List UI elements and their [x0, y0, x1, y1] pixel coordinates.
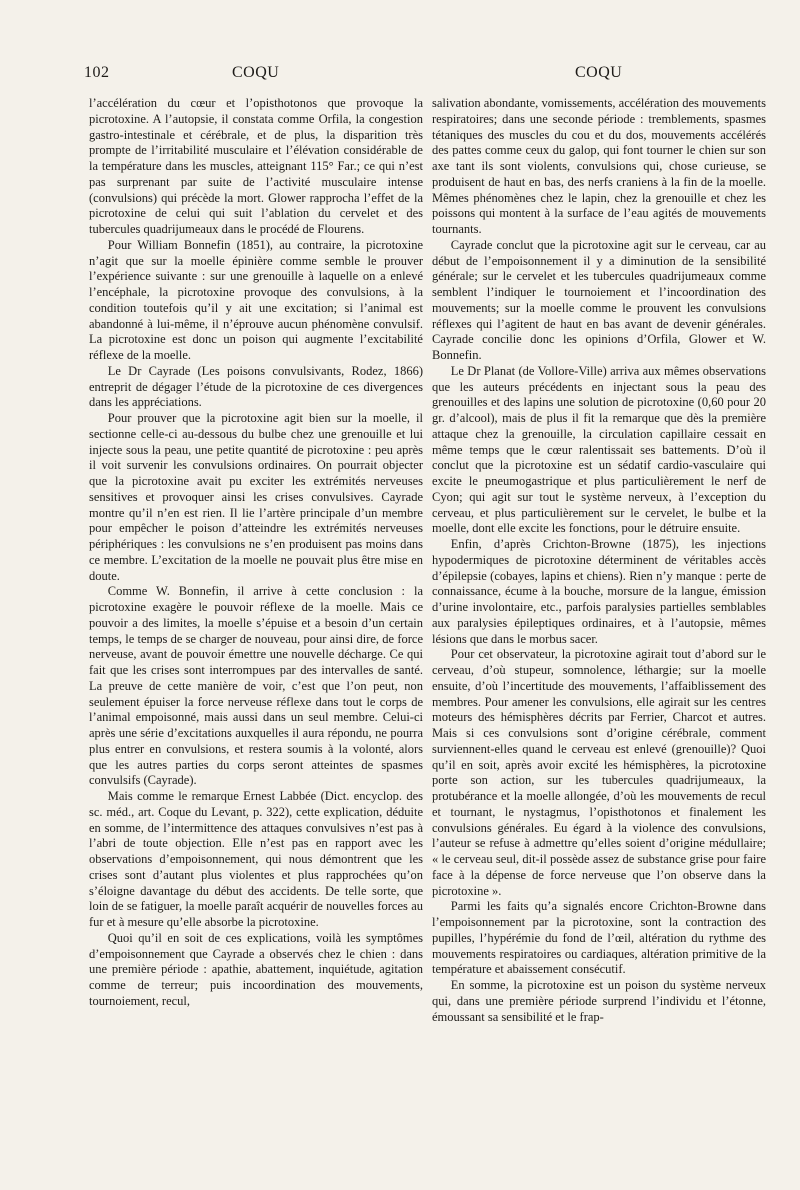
running-head-right: COQU [575, 64, 623, 81]
paragraph: Mais comme le remarque Ernest Labbée (Dict. encyclop. des sc. méd., art. Coque du Levant, p. 322), cette explication, déduite en somme, de l’intermittence des attaques convulsives n’est pas à l’abri de toute objection. Elle n’est pas en rapport avec les observations d’empoisonnement, qui nous démontrent que les crises sont d’autant plus violentes et plus rapprochées qu’on s’éloigne davantage du début des accidents. De telle sorte, que loin de se fatiguer, la moelle paraît acquérir de nouvelles forces au fur et à mesure qu’elle absorbe la picrotoxine. [89, 789, 423, 929]
paragraph: l’accélération du cœur et l’opisthotonos que provoque la picrotoxine. A l’autopsie, il constata comme Orfila, la congestion gastro-intestinale et cérébrale, et de plus, la disparition très prompte de l’irritabilité musculaire et l’élévation considérable de la température dans les muscles, atteignant 115° Far.; ce qui n’est pas surprenant par suite de l’activité musculaire intense (convulsions) qui précède la mort. Glower rapprocha l’effet de la picrotoxine de celui qui suit l’ablation du cervelet et des tubercules quadrijumeaux dans le procédé de Flourens. [89, 96, 423, 236]
paragraph: salivation abondante, vomissements, accélération des mouvements respiratoires; dans une seconde période : tremblements, spasmes tétaniques des muscles du cou et du dos, mouvements accélérés des pattes comme ceux du galop, qui font tourner le chien sur son axe tant ils sont violents, convulsions qui, chose curieuse, se produisent de haut en bas, des nerfs craniens à la fin de la moelle. Mêmes phénomènes chez le lapin, chez la grenouille et chez les poissons qui montent à la surface de l’eau agités de mouvements tournants. [432, 96, 766, 236]
paragraph: Pour cet observateur, la picrotoxine agirait tout d’abord sur le cerveau, d’où stupeur, somnolence, léthargie; sur la moelle ensuite, d’où l’incertitude des mouvements, l’affaiblissement des membres. Pour amener les convulsions, elle agirait sur les centres moteurs des hémisphères décrits par Ferrier, Charcot et autres. Mais si ces convulsions sont d’origine cérébrale, comment surviennent-elles quand le cerveau est enlevé (grenouille)? Quoi qu’il en soit, après avoir excité les hémisphères, la picrotoxine porte son action, sur les tubercules quadrijumeaux, la protubérance et la moelle allongée, d’où les mouvements de recul et tournant, le nystagmus, l’opisthotonos et finalement les convulsions générales. Eu égard à la violence des convulsions, l’auteur se refuse à admettre qu’elles soient d’origine médullaire; « le cerveau seul, dit-il possède assez de substance grise pour faire face à la dépense de force nerveuse que l’on observe dans la picrotoxine ». [432, 647, 766, 898]
paragraph: Pour prouver que la picrotoxine agit bien sur la moelle, il sectionne celle-ci au-dessous du bulbe chez une grenouille et lui injecte sous la peau, une petite quantité de picrotoxine : peu après il voit survenir les convulsions ordinaires. On pourrait objecter que la picrotoxine avait pu exciter les extrémités nerveuses sensitives et provoquer ainsi les crises convulsives. Cayrade montre qu’il n’en est rien. Il lie l’artère principale d’un membre pour empêcher le poison d’atteindre les extrémités nerveuses périphériques : les convulsions ne s’en produisent pas moins dans ce membre. L’excitation de la moelle ne pouvait plus être mise en doute. [89, 411, 423, 583]
page-header [0, 64, 800, 88]
paragraph: Enfin, d’après Crichton-Browne (1875), les injections hypodermiques de picrotoxine déterminent de véritables accès d’épilepsie (cobayes, lapins et chiens). Rien n’y manque : perte de connaissance, écume à la bouche, morsure de la langue, émission d’urine involontaire, etc., parfois paralysies partielles semblables aux paralysies épileptiques ordinaires, et à l’autopsie, mêmes lésions que dans le morbus sacer. [432, 537, 766, 646]
paragraph: Le Dr Planat (de Vollore-Ville) arriva aux mêmes observations que les auteurs précédents en injectant sous la peau des grenouilles et des lapins une solution de picrotoxine (0,60 pour 20 gr. d’alcool), mais de plus il fit la remarque que dès la première attaque chez la grenouille, la circulation capillaire cessait en même temps que le cœur ralentissait ses battements. D’où il conclut que la picrotoxine est un sédatif cardio-vasculaire qui excite le pneumogastrique et plus particulièrement le nerf de Cyon; qui agit sur tout le système nerveux, à l’exception du cerveau, et plus particulièrement sur le cervelet, le bulbe et la moelle, dont elle excite les fonctions, pour le détruire ensuite. [432, 363, 766, 536]
paragraph: En somme, la picrotoxine est un poison du système nerveux qui, dans une première période surprend l’individu et l’étonne, émoussant sa sensibilité et le frap- [432, 978, 766, 1024]
running-head-left: COQU [232, 64, 280, 81]
paragraph: Pour William Bonnefin (1851), au contraire, la picrotoxine n’agit que sur la moelle épinière comme semble le prouver l’expérience suivante : sur une grenouille à laquelle on a enlevé l’encéphale, la picrotoxine provoque des convulsions, à la condition toutefois qu’il y ait une excitation; si l’animal est abandonné à lui-même, il n’éprouve aucun phénomène convulsif. La picrotoxine est donc un poison qui augmente l’excitabilité réflexe de la moelle. [89, 237, 423, 362]
paragraph: Le Dr Cayrade (Les poisons convulsivants, Rodez, 1866) entreprit de dégager l’étude de la picrotoxine de ces divergences dans les appréciations. [89, 363, 423, 410]
paragraph: Parmi les faits qu’a signalés encore Crichton-Browne dans l’empoisonnement par la picrotoxine, sont la contraction des pupilles, l’hypérémie du fond de l’œil, altération du rythme des mouvements respiratoires ou cardiaques, altération primitive de la température et abaissement consécutif. [432, 899, 766, 977]
paragraph: Quoi qu’il en soit de ces explications, voilà les symptômes d’empoisonnement que Cayrade a observés chez le chien : dans une première période : apathie, abattement, inquiétude, agitation comme de terreur; puis incoordination des mouvements, tournoiement, recul, [89, 930, 423, 1008]
paragraph: Cayrade conclut que la picrotoxine agit sur le cerveau, car au début de l’empoisonnement il y a diminution de la sensibilité générale; sur le cervelet et les tubercules quadrijumeaux comme semblent l’indiquer le tournoiement et l’incoordination des mouvements; sur la moelle comme le prouvent les convulsions réflexes qui l’agitent de haut en bas avant de devenir générales. Cayrade concilie donc les opinions d’Orfila, Glower et W. Bonnefin. [432, 237, 766, 362]
paragraph: Comme W. Bonnefin, il arrive à cette conclusion : la picrotoxine exagère le pouvoir réflexe de la moelle. Mais ce pouvoir a des limites, la moelle s’épuise et a besoin d’un certain temps, le temps de se charger de nouveau, pour ainsi dire, de force nerveuse, avant de pouvoir émettre une nouvelle décharge. Ce qui fait que les crises sont interrompues par des intervalles de santé. La preuve de cette manière de voir, c’est que l’on peut, non seulement épuiser la force nerveuse réflexe dans tout le corps de l’animal empoisonné, mais aussi dans un seul membre. Celui-ci après une série d’excitations auxquelles il aura répondu, ne pourra plus entrer en convulsions, et restera soumis à la volonté, alors que les autres parties du corps seront atteintes de spasmes convulsifs (Cayrade). [89, 584, 423, 788]
page-number: 102 [84, 64, 110, 81]
right-column [432, 96, 766, 1025]
left-column [89, 96, 423, 1010]
